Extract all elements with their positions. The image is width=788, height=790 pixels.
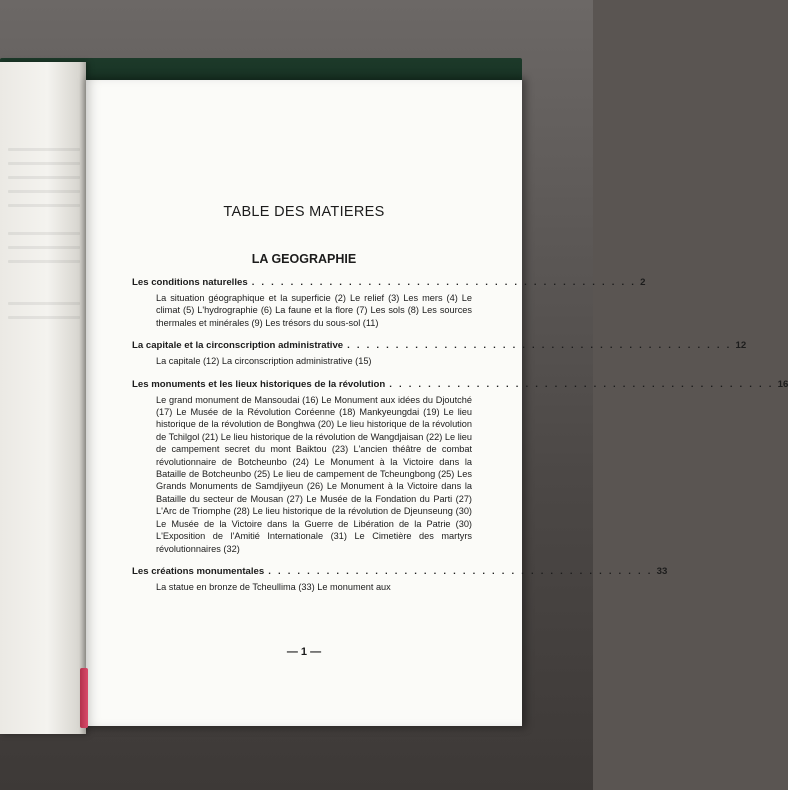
toc-entry-heading [132, 378, 788, 392]
toc-entry-heading [132, 565, 668, 579]
leader-dots: . . . . . . . . . . . . . . . . . . . . . . . . . . . . . . . . . . . . . . . . [347, 340, 732, 352]
toc-entry-page: 33 [656, 565, 668, 577]
toc-entry-description: La capitale (12) La circonscription administrative (15) [156, 356, 372, 367]
toc-list [132, 276, 788, 593]
bleed-through-line [8, 190, 80, 193]
toc-entry [132, 276, 646, 329]
page-number: — 1 — [286, 646, 322, 658]
toc-entry-title: Les conditions naturelles [132, 277, 248, 288]
toc-entry-page: 16 [777, 378, 788, 390]
toc-entry-description: La statue en bronze de Tcheullima (33) Le monument aux [156, 581, 391, 592]
toc-entry-title: Les créations monumentales [132, 565, 265, 577]
section-heading: LA GEOGRAPHIE [251, 252, 357, 266]
table-of-contents-page [86, 80, 788, 726]
toc-entry-heading [132, 276, 646, 290]
toc-entry-title: Les monuments et les lieux historiques de la révolution [132, 378, 386, 390]
leader-dots: . . . . . . . . . . . . . . . . . . . . . . . . . . . . . . . . . . . . . . . . [268, 565, 653, 577]
bleed-through-line [8, 148, 80, 151]
left-page [0, 62, 86, 734]
toc-entry-page: 12 [735, 340, 747, 352]
bleed-through-line [8, 246, 80, 249]
page-title: TABLE DES MATIERES [223, 204, 385, 220]
bleed-through-line [8, 260, 80, 263]
bleed-through-line [8, 232, 80, 235]
leader-dots: . . . . . . . . . . . . . . . . . . . . . . . . . . . . . . . . . . . . . . . . [251, 277, 637, 288]
bleed-through-line [8, 316, 80, 319]
toc-entry [132, 378, 788, 555]
toc-entry-description: Le grand monument de Mansoudai (16) Le Monument aux idées du Djoutché (17) Le Musée de la Révolution Coréenne (18) Mankyeungdai (19) Le lieu historique de la révolution de Bonghwa (20) Le lieu historique de la révolution de Tchilgol (21) Le lieu historique de la révolution de Wangdjaisan (22) Le lieu de campement secret du mont Baiktou (23) L'ancien théâtre de combat révolutionnaire de Botcheunbo (24) Le Monument à la Victoire dans la Bataille de Botcheunbo (25) Le lieu de campement de Tcheungbong (25) Les Grands Monuments de Samdjiyeun (26) Le Monument à la Victoire dans la Bataille du secteur de Mousan (27) Le Musée de la Fondation du Parti (27) L'Arc de Triomphe (28) Le lieu historique de la révolution de Djeunseung (30) Le Musée de la Victoire dans la Guerre de Libération de la Patrie (30) L'Exposition de l'Amitié Internationale (31) Le Cimetière des martyrs révolutionnaires (32) [156, 394, 472, 554]
toc-entry-description: La situation géographique et la superficie (2) Le relief (3) Les mers (4) Le climat (5) L'hydrographie (6) La faune et la flore (7) Les sols (8) Les sources thermales et minérales (9) Les trésors du sous-sol (11) [156, 293, 472, 328]
bleed-through-line [8, 204, 80, 207]
leader-dots: . . . . . . . . . . . . . . . . . . . . . . . . . . . . . . . . . . . . . . . . [389, 378, 774, 390]
toc-entry-heading [132, 339, 747, 353]
toc-entry [132, 339, 747, 367]
toc-entry [132, 565, 668, 593]
toc-entry-title: La capitale et la circonscription administrative [132, 340, 344, 352]
bookmark-ribbon [80, 668, 88, 728]
bleed-through-line [8, 176, 80, 179]
bleed-through-line [8, 162, 80, 165]
toc-entry-page: 2 [640, 277, 646, 288]
bleed-through-line [8, 302, 80, 305]
